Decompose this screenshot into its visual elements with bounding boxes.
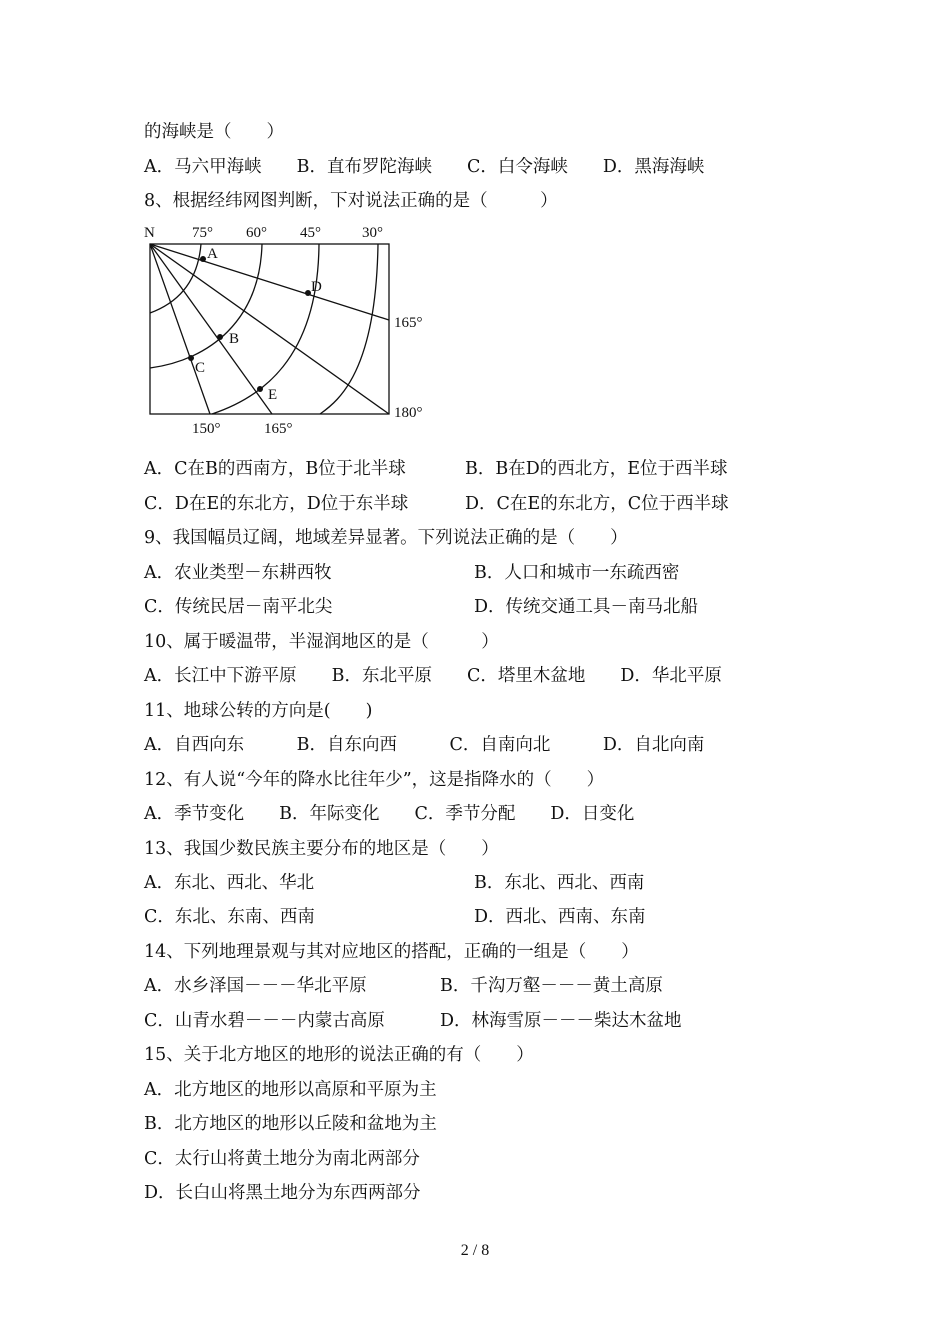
lat-lon-grid-figure (140, 220, 440, 445)
q11-options: A．自西向东 B．自东向西 C．自南向北 D．自北向南 (144, 735, 705, 755)
top-label-30: 30° (362, 225, 383, 241)
q15-option-c: C．太行山将黄土地分为南北两部分 (144, 1149, 420, 1169)
q9-option-d: D．传统交通工具－南马北船 (474, 597, 699, 617)
meridian-line (150, 244, 272, 414)
q10-stem: 10、属于暖温带，半湿润地区的是（ ） (144, 632, 499, 652)
meridian-line (150, 244, 389, 320)
q8-stem: 8、根据经纬网图判断，下对说法正确的是（ ） (144, 191, 558, 211)
meridian-line (150, 244, 210, 414)
top-label-45: 45° (300, 225, 321, 241)
right-label-180: 180° (394, 405, 423, 421)
q13-option-c: C．东北、东南、西南 (144, 907, 315, 927)
q14-option-a: A．水乡泽国－－－华北平原 (144, 976, 367, 996)
top-label-75: 75° (192, 225, 213, 241)
bottom-label-165: 165° (264, 421, 293, 437)
q8-option-b: B．B在D的西北方，E位于西半球 (465, 459, 728, 479)
q8-option-c: C．D在E的东北方，D位于东半球 (144, 494, 409, 514)
q15-stem: 15、关于北方地区的地形的说法正确的有（ ） (144, 1045, 534, 1065)
point-a-label: A (207, 246, 218, 262)
point-d-label: D (311, 279, 322, 295)
q15-option-d: D．长白山将黑土地分为东西两部分 (144, 1183, 421, 1203)
q13-stem: 13、我国少数民族主要分布的地区是（ ） (144, 839, 499, 859)
q14-option-d: D．林海雪原－－－柴达木盆地 (440, 1011, 682, 1031)
q7-stem-tail: 的海峡是（ ） (144, 122, 284, 142)
point-a-dot (200, 256, 206, 262)
point-c-dot (188, 355, 194, 361)
q13-option-d: D．西北、西南、东南 (474, 907, 646, 927)
q14-option-c: C．山青水碧－－－内蒙古高原 (144, 1011, 385, 1031)
q13-option-a: A．东北、西北、华北 (144, 873, 315, 893)
q15-option-a: A．北方地区的地形以高原和平原为主 (144, 1080, 437, 1100)
q8-option-d: D．C在E的东北方，C位于西半球 (465, 494, 729, 514)
q8-option-a: A．C在B的西南方，B位于北半球 (144, 459, 406, 479)
q9-stem: 9、我国幅员辽阔，地域差异显著。下列说法正确的是（ ） (144, 528, 628, 548)
q13-option-b: B．东北、西北、西南 (474, 873, 645, 893)
q9-option-c: C．传统民居－南平北尖 (144, 597, 333, 617)
latitude-arc-30 (320, 244, 378, 414)
q9-option-b: B．人口和城市一东疏西密 (474, 563, 680, 583)
q10-options: A．长江中下游平原 B．东北平原 C．塔里木盆地 D．华北平原 (144, 666, 722, 686)
point-c-label: C (195, 360, 206, 376)
q12-options: A．季节变化 B．年际变化 C．季节分配 D．日变化 (144, 804, 635, 824)
page-number: 2 / 8 (460, 1242, 490, 1259)
top-label-60: 60° (246, 225, 267, 241)
q12-stem: 12、有人说“今年的降水比往年少”，这是指降水的（ ） (144, 770, 605, 790)
north-label: N (144, 225, 155, 241)
q15-option-b: B．北方地区的地形以丘陵和盆地为主 (144, 1114, 437, 1134)
q9-option-a: A．农业类型－东耕西牧 (144, 563, 332, 583)
point-e-dot (257, 386, 263, 392)
latitude-arc-60 (150, 244, 262, 368)
point-b-label: B (229, 331, 240, 347)
bottom-label-150: 150° (192, 421, 221, 437)
q11-stem: 11、地球公转的方向是( ) (144, 701, 373, 721)
q14-stem: 14、下列地理景观与其对应地区的搭配，正确的一组是（ ） (144, 942, 639, 962)
q7-options: A．马六甲海峡 B．直布罗陀海峡 C．白令海峡 D．黑海海峡 (144, 157, 705, 177)
point-e-label: E (268, 387, 278, 403)
point-b-dot (217, 334, 223, 340)
q14-option-b: B．千沟万壑－－－黄土高原 (440, 976, 663, 996)
right-label-165: 165° (394, 315, 423, 331)
